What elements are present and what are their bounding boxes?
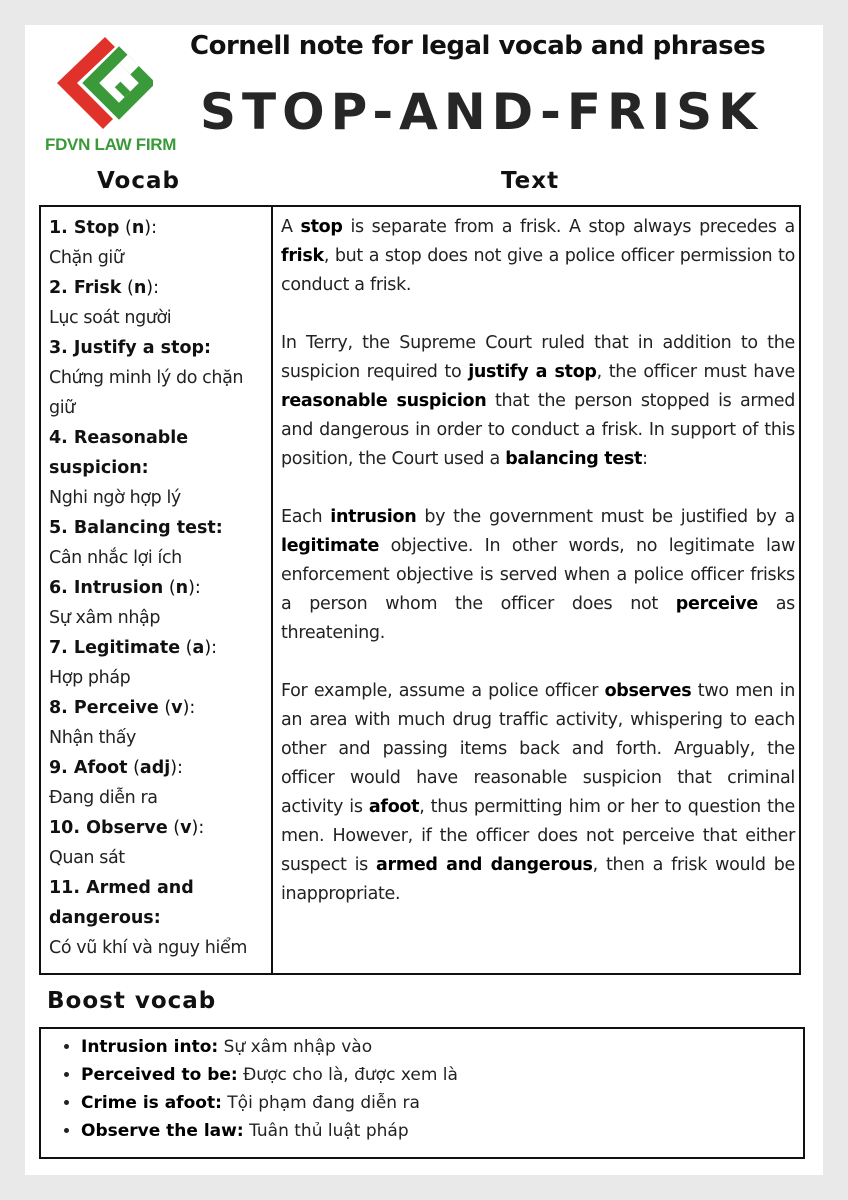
cornell-table xyxy=(39,205,801,975)
boost-vocab-box xyxy=(39,1027,805,1159)
part-of-speech: (n): xyxy=(121,278,160,298)
vocab-column-heading: Vocab xyxy=(97,168,180,194)
vocab-translation: Nghi ngờ hợp lý xyxy=(49,488,181,508)
vocab-translation: Chặn giữ xyxy=(49,248,124,268)
part-of-speech: (v): xyxy=(158,698,196,718)
vocab-term: 10. Observe (v): xyxy=(49,818,205,838)
vocab-translation: Nhận thấy xyxy=(49,728,136,748)
page-title: STOP-AND-FRISK xyxy=(200,83,763,141)
vocab-term: 3. Justify a stop: xyxy=(49,338,212,358)
vocab-translation: Cân nhắc lợi ích xyxy=(49,548,182,568)
vocab-translation: Có vũ khí và nguy hiểm xyxy=(49,938,247,958)
vocab-term: 7. Legitimate (a): xyxy=(49,638,218,658)
vocab-term: 5. Balancing test: xyxy=(49,518,223,538)
column-divider xyxy=(271,207,273,973)
text-column-heading: Text xyxy=(501,168,560,194)
boost-vocab-item: • Observe the law: Tuân thủ luật pháp xyxy=(81,1117,803,1145)
logo-mark-icon xyxy=(53,33,153,129)
vocab-term: 4. Reasonable suspicion: xyxy=(49,428,189,478)
text-paragraph-2: In Terry, the Supreme Court ruled that in addition to the suspicion required to justify a stop, the officer must have reasonable suspicion that the person stopped is armed and dangerous in order to conduct a frisk. In support of this position, the Court used a balancing test: xyxy=(281,333,796,469)
boost-vocab-item: • Crime is afoot: Tội phạm đang diễn ra xyxy=(81,1089,803,1117)
vocab-term: 8. Perceive (v): xyxy=(49,698,196,718)
vocab-term: 6. Intrusion (n): xyxy=(49,578,201,598)
boost-vocab-heading: Boost vocab xyxy=(47,988,217,1014)
vocab-term: 11. Armed and dangerous: xyxy=(49,878,194,928)
text-column xyxy=(281,213,795,938)
vocab-translation: Chứng minh lý do chặn giữ xyxy=(49,368,244,418)
cornell-note-page xyxy=(25,25,823,1175)
vocab-translation: Quan sát xyxy=(49,848,125,868)
vocab-translation: Sự xâm nhập xyxy=(49,608,161,628)
page-subtitle: Cornell note for legal vocab and phrases xyxy=(190,31,766,61)
vocab-term: 1. Stop (n): xyxy=(49,218,158,238)
part-of-speech: (n): xyxy=(163,578,201,598)
vocab-term: 9. Afoot (adj): xyxy=(49,758,183,778)
vocab-term: 2. Frisk (n): xyxy=(49,278,160,298)
vocab-translation: Đang diễn ra xyxy=(49,788,158,808)
text-paragraph-3: Each intrusion by the government must be justified by a legitimate objective. In other words, no legitimate law enforcement objective is served when a police officer frisks a person whom the officer does not perceive as threatening. xyxy=(281,507,796,643)
text-paragraph-1: A stop is separate from a frisk. A stop always precedes a frisk, but a stop does not give a police officer permission to conduct a frisk. xyxy=(281,217,795,295)
boost-vocab-item: • Intrusion into: Sự xâm nhập vào xyxy=(81,1033,803,1061)
text-paragraph-4: For example, assume a police officer observes two men in an area with much drug traffic activity, whispering to each other and passing items back and forth. Arguably, the officer would have reasonable suspicion that criminal activity is afoot, thus permitting him or her to question the men. However, if the officer does not perceive that either suspect is armed and dangerous, then a frisk would be inappropriate. xyxy=(281,681,795,904)
vocab-list xyxy=(49,213,271,963)
boost-vocab-list xyxy=(41,1029,803,1145)
part-of-speech: (v): xyxy=(167,818,205,838)
part-of-speech: (adj): xyxy=(127,758,183,778)
vocab-translation: Hợp pháp xyxy=(49,668,131,688)
logo-text: FDVN LAW FIRM xyxy=(45,135,177,154)
part-of-speech: (a): xyxy=(180,638,218,658)
part-of-speech: (n): xyxy=(119,218,158,238)
boost-vocab-item: • Perceived to be: Được cho là, được xem là xyxy=(81,1061,803,1089)
fdvn-logo xyxy=(45,33,177,157)
vocab-translation: Lục soát người xyxy=(49,308,172,328)
